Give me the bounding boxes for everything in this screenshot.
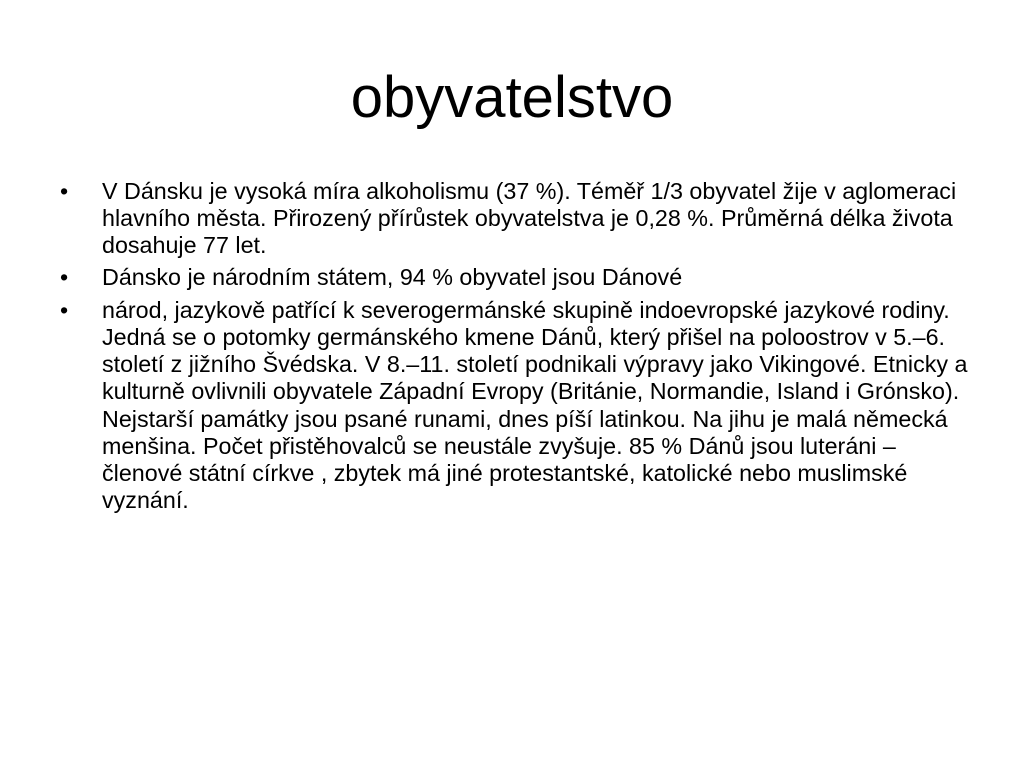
bullet-list	[60, 178, 970, 518]
bullet-text: Dánsko je národním státem, 94 % obyvatel jsou Dánové	[102, 263, 683, 290]
bullet-item-alcoholism	[60, 178, 970, 260]
bullet-marker: •	[60, 263, 69, 290]
bullet-item-nation-state	[60, 264, 970, 291]
bullet-marker: •	[60, 296, 69, 323]
bullet-text: V Dánsku je vysoká míra alkoholismu (37 %). Téměř 1/3 obyvatel žije v aglomeraci hlavního města. Přirozený přírůstek obyvatelstva je 0,28 %. Průměrná délka života dosahuje 77 let.	[102, 178, 957, 259]
slide-title: obyvatelstvo	[350, 65, 674, 130]
bullet-item-nation-description	[60, 297, 970, 515]
bullet-marker: •	[60, 178, 69, 204]
bullet-text: národ, jazykově patřící k severogermánské skupině indoevropské jazykové rodiny. Jedná se o potomky germánského kmene Dánů, který přišel na poloostrov v 5.–6. století z jižního Švédska. V 8.–11. století podnikali výpravy jako Vikingové. Etnicky a kulturně ovlivnili obyvatele Západní Evropy (Británie, Normandie, Island i Grónsko). Nejstarší památky jsou psané runami, dnes píší latinkou. Na jihu je malá německá menšina. Počet přistěhovalců se neustále zvyšuje. 85 % Dánů jsou luteráni – členové státní církve , zbytek má jiné protestantské, katolické nebo muslimské vyznání.	[102, 296, 968, 514]
